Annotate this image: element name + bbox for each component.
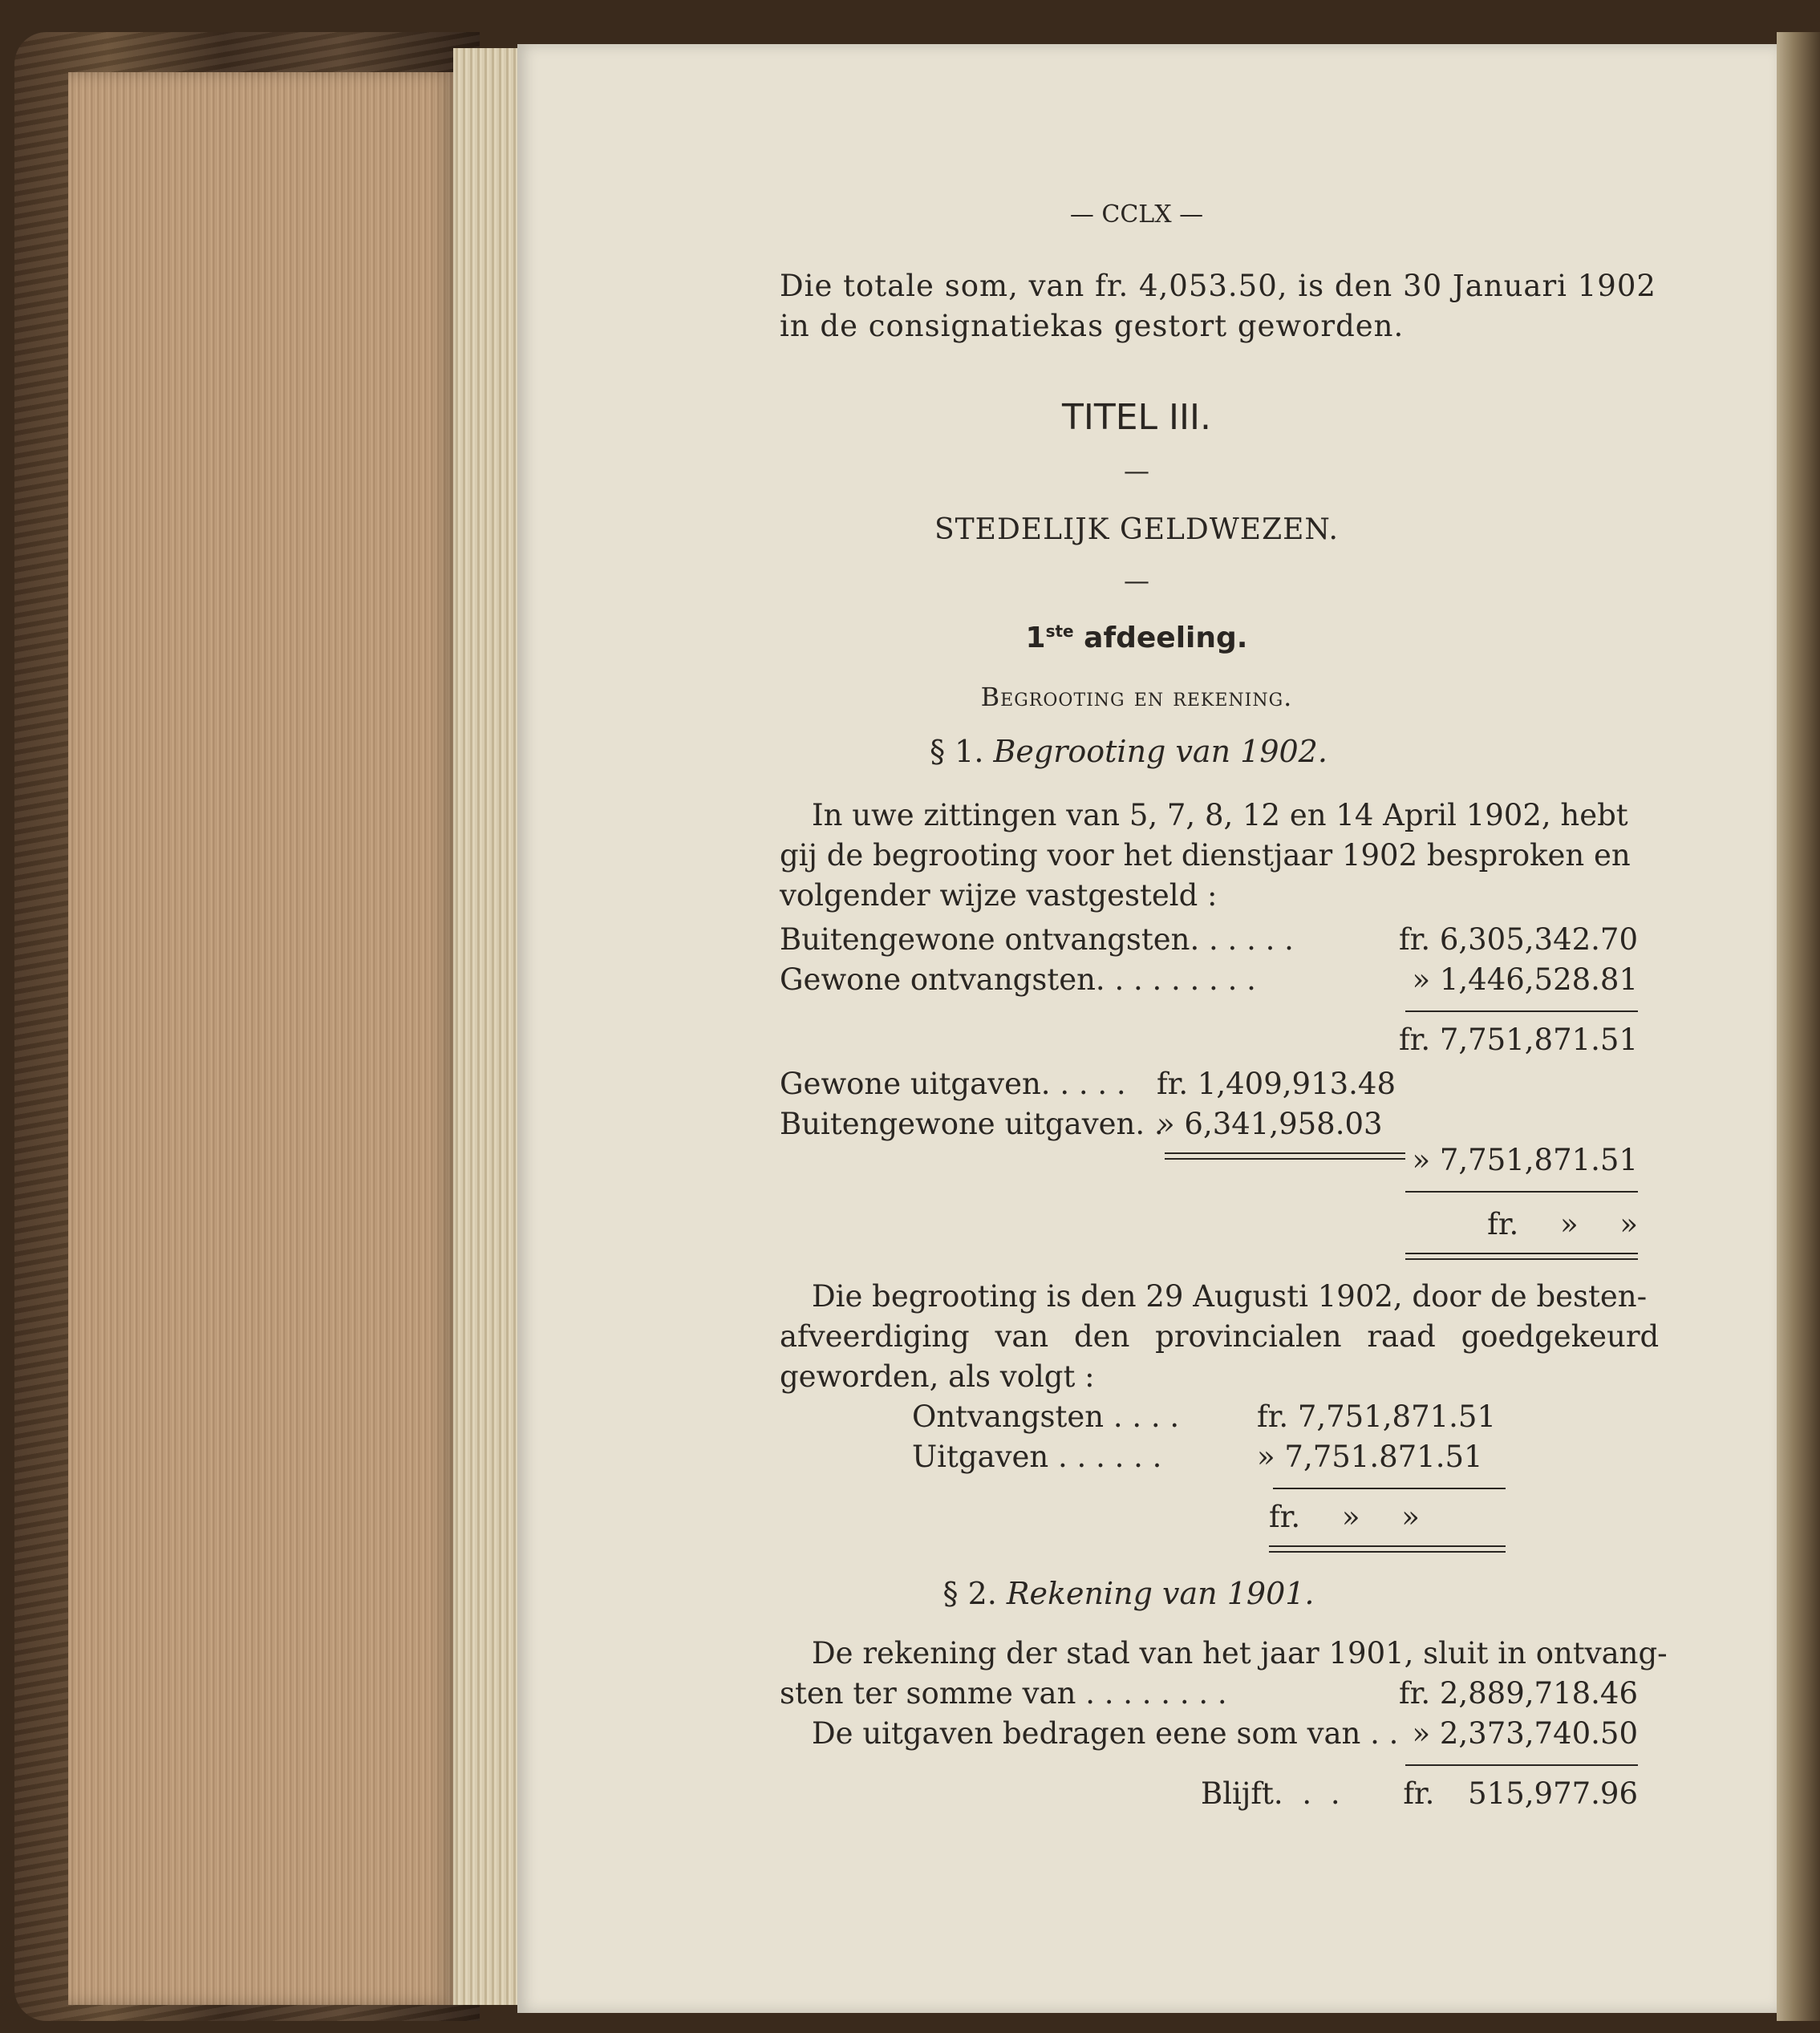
afdeeling-label: afdeeling. <box>1073 622 1248 654</box>
approval-text-2: afveerdiging van den provincialen raad goedgekeurd <box>780 1319 1660 1354</box>
approved-balance: fr. » » <box>1269 1500 1420 1534</box>
right-page-edge <box>1777 32 1820 2021</box>
expense-row-ordinary-label: Gewone uitgaven. . . . . <box>780 1067 1126 1101</box>
par1-heading <box>699 734 1558 769</box>
approval-text-1: Die begrooting is den 29 Augusti 1902, door de besten- <box>812 1279 1648 1314</box>
approved-revenue-label: Ontvangsten . . . . <box>912 1399 1180 1434</box>
budget-balance-rule <box>1405 1253 1638 1260</box>
approved-sum-rule <box>1273 1488 1506 1489</box>
afdeeling-heading <box>707 622 1566 654</box>
expense-row-extraordinary-value: » 6,341,958.03 <box>1157 1107 1383 1141</box>
afdeeling-superscript: ste <box>1045 622 1074 641</box>
par2-number: § 2. <box>942 1576 997 1611</box>
par2-title: Rekening van 1901. <box>1006 1576 1315 1611</box>
revenue-sum-rule <box>1405 1010 1638 1012</box>
par2-result-value: fr. 515,977.96 <box>1403 1776 1638 1811</box>
par1-number: § 1. <box>930 734 984 769</box>
par2-sum-rule <box>1405 1764 1638 1766</box>
page-edges <box>68 72 453 2005</box>
approved-revenue-value: fr. 7,751,871.51 <box>1257 1399 1496 1434</box>
expense-sum-rule <box>1165 1152 1405 1160</box>
par2-heading <box>699 1576 1558 1611</box>
budget-balance: fr. » » <box>1487 1207 1638 1241</box>
revenue-row-extraordinary-value: fr. 6,305,342.70 <box>1399 922 1638 957</box>
approved-expense-label: Uitgaven . . . . . . <box>912 1440 1162 1474</box>
page-number: — CCLX — <box>1069 200 1204 229</box>
expense-row-ordinary-value: fr. 1,409,913.48 <box>1157 1067 1396 1101</box>
par1-text-3: volgender wijze vastgesteld : <box>780 878 1218 913</box>
intro-line-2: in de consignatiekas gestort geworden. <box>780 309 1405 343</box>
approved-balance-rule <box>1269 1545 1506 1553</box>
expense-total: » 7,751,871.51 <box>1412 1143 1638 1177</box>
section-heading: Begrooting en rekening. <box>980 682 1293 712</box>
revenue-row-extraordinary-label: Buitengewone ontvangsten. . . . . . <box>780 922 1294 957</box>
par2-receipts-value: fr. 2,889,718.46 <box>1399 1676 1638 1711</box>
subtitle-dash: — <box>1124 565 1149 596</box>
par2-expenses-label: De uitgaven bedragen eene som van . . <box>812 1716 1399 1751</box>
revenue-row-ordinary-label: Gewone ontvangsten. . . . . . . . . <box>780 962 1256 997</box>
approval-text-3: geworden, als volgt : <box>780 1359 1095 1394</box>
par1-title: Begrooting van 1902. <box>993 734 1328 769</box>
par2-expenses-value: » 2,373,740.50 <box>1412 1716 1638 1751</box>
par2-text-1: De rekening der stad van het jaar 1901, sluit in ontvang- <box>812 1636 1668 1671</box>
intro-line-1: Die totale som, van fr. 4,053.50, is den 30 Januari 1902 <box>780 269 1656 303</box>
page-edge-strip <box>453 48 517 2005</box>
revenue-row-ordinary-value: » 1,446,528.81 <box>1412 962 1638 997</box>
afdeeling-number: 1 <box>1025 622 1046 654</box>
par2-result-label: Blijft. . . <box>1201 1776 1340 1811</box>
par2-receipts-label: sten ter somme van . . . . . . . . <box>780 1676 1227 1711</box>
par1-text-1: In uwe zittingen van 5, 7, 8, 12 en 14 April 1902, hebt <box>812 798 1628 832</box>
title-dash: — <box>1124 456 1149 486</box>
subtitle-heading: STEDELIJK GELDWEZEN. <box>934 513 1339 546</box>
titel-heading: TITEL III. <box>1062 397 1211 438</box>
expense-row-extraordinary-label: Buitengewone uitgaven. . <box>780 1107 1164 1141</box>
approved-expense-value: » 7,751.871.51 <box>1257 1440 1483 1474</box>
balance-rule <box>1405 1191 1638 1193</box>
revenue-subtotal: fr. 7,751,871.51 <box>1399 1023 1638 1057</box>
par1-text-2: gij de begrooting voor het dienstjaar 1902 besproken en <box>780 838 1631 873</box>
